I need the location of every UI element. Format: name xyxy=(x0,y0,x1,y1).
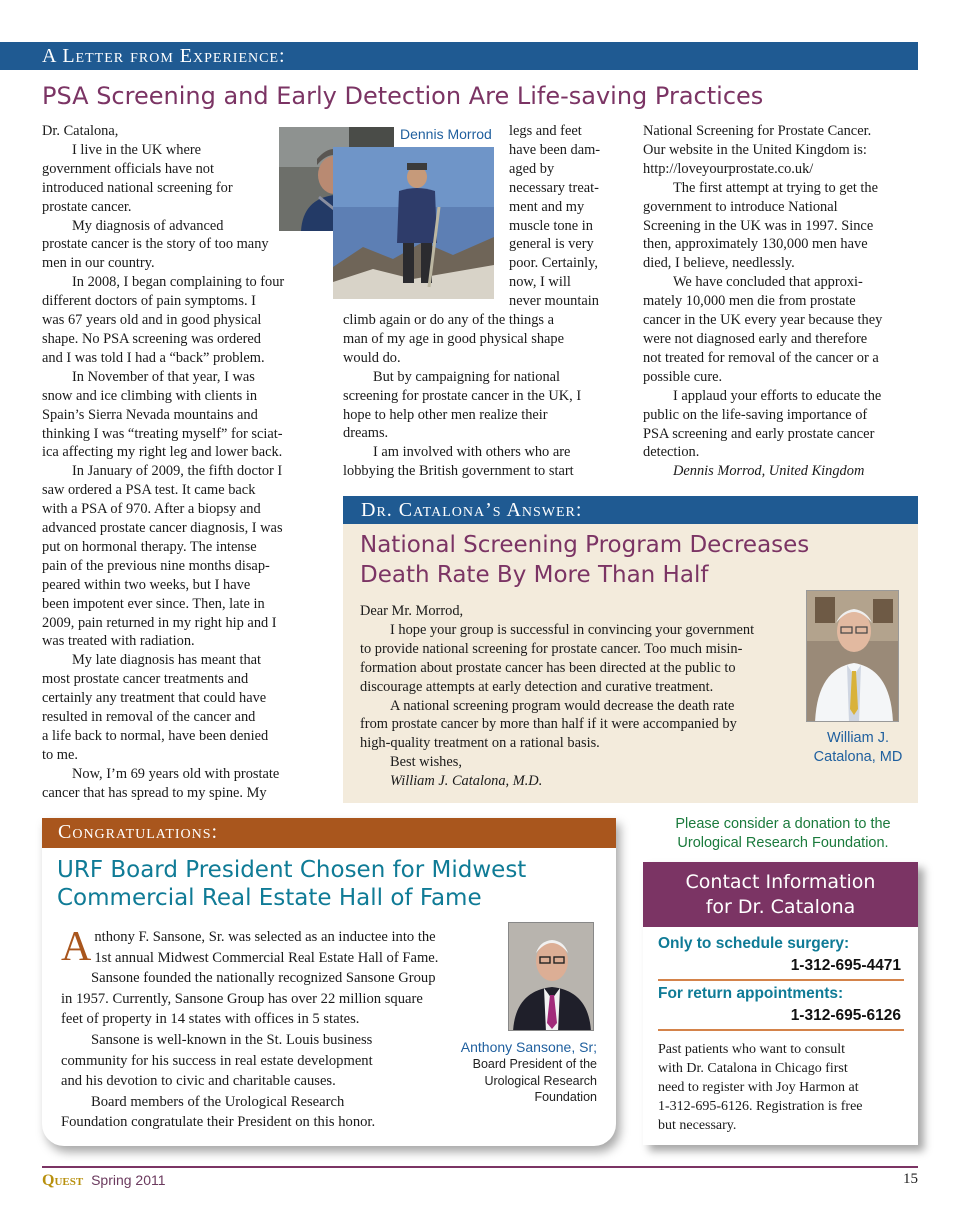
letter-line: died, I believe, needlessly. xyxy=(643,255,795,272)
letter-line: was 67 years old and in good physical xyxy=(42,312,262,329)
letter-line: snow and ice climbing with clients in xyxy=(42,387,258,404)
divider xyxy=(658,979,904,981)
footer-issue-label: Spring 2011 xyxy=(91,1172,166,1188)
letter-line: necessary treat- xyxy=(509,179,599,196)
letter-headline: PSA Screening and Early Detection Are Life-saving Practices xyxy=(42,82,764,110)
letter-line: pain of the previous nine months disap- xyxy=(42,557,270,574)
sansone-caption-role: Board President of the xyxy=(472,1057,597,1071)
letter-line: cancer that has spread to my spine. My xyxy=(42,784,267,801)
letter-line: screening for prostate cancer in the UK, I xyxy=(343,387,582,404)
footer-rule xyxy=(42,1166,918,1168)
contact-title-line: Contact Information xyxy=(685,871,876,893)
answer-line: discourage attempts at early detection and curative treatment. xyxy=(360,678,714,695)
contact-note xyxy=(658,1040,908,1135)
donation-line: Urological Research Foundation. xyxy=(677,835,889,851)
catalona-caption xyxy=(806,729,910,767)
congratulations-line: nthony F. Sansone, Sr. was selected as an inductee into the xyxy=(94,929,436,945)
letter-line: National Screening for Prostate Cancer. xyxy=(643,123,872,139)
letter-line: and I was told I had a “back” problem. xyxy=(42,349,265,366)
letter-line: government to introduce National xyxy=(643,198,838,215)
catalona-photo xyxy=(806,590,899,722)
congratulations-headline-line: Commercial Real Estate Hall of Fame xyxy=(57,885,482,911)
letter-line: public on the life-saving importance of xyxy=(643,406,868,423)
letter-line: resulted in removal of the cancer and xyxy=(42,709,256,726)
letter-line: In 2008, I began complaining to four xyxy=(72,274,285,291)
congratulations-line: and his devotion to civic and charitable causes. xyxy=(61,1073,336,1090)
answer-line: A national screening program would decrease the death rate xyxy=(390,697,735,714)
letter-line: I live in the UK where xyxy=(72,141,202,158)
sansone-caption-role: Foundation xyxy=(534,1090,597,1104)
answer-line: from prostate cancer by more than half if it were accompanied by xyxy=(360,716,737,733)
answer-body xyxy=(360,602,800,791)
congratulations-headline-line: URF Board President Chosen for Midwest xyxy=(57,857,527,883)
letter-line: now, I will xyxy=(509,274,571,291)
letter-line: then, approximately 130,000 men have xyxy=(643,236,868,253)
letter-line: But by campaigning for national xyxy=(373,368,561,385)
letter-line: possible cure. xyxy=(643,368,723,385)
answer-headline-line: National Screening Program Decreases xyxy=(360,532,810,558)
congratulations-line: 1st annual Midwest Commercial Real Estate Hall of Fame. xyxy=(94,949,439,966)
letter-line: a life back to normal, have been denied xyxy=(42,728,269,744)
contact-title xyxy=(643,862,918,927)
letter-line: have been dam- xyxy=(509,141,601,158)
letter-line: We have concluded that approxi- xyxy=(673,274,863,291)
letter-line: mately 10,000 men die from prostate xyxy=(643,293,856,310)
contact-note-line: but necessary. xyxy=(658,1118,737,1133)
answer-line: formation about prostate cancer has been directed at the public to xyxy=(360,659,736,676)
letter-line: Now, I’m 69 years old with prostate xyxy=(72,765,280,782)
letter-line: put on hormonal therapy. The intense xyxy=(42,538,257,555)
sansone-caption-role: Urological Research xyxy=(484,1073,597,1088)
letter-line: aged by xyxy=(509,160,555,177)
letter-line: PSA screening and early prostate cancer xyxy=(643,425,875,442)
letter-line: been impotent ever since. Then, late in xyxy=(42,595,265,612)
congratulations-section-bar xyxy=(42,818,616,848)
letter-line: My diagnosis of advanced xyxy=(72,217,224,234)
letter-line: not treated for removal of the cancer or a xyxy=(643,349,879,366)
letter-line: prostate cancer is the story of too many xyxy=(42,236,269,253)
footer-issue xyxy=(42,1172,166,1190)
answer-section-bar xyxy=(343,496,918,524)
return-label: For return appointments: xyxy=(658,985,844,1002)
letter-section-bar xyxy=(0,42,918,70)
letter-line: were not diagnosed early and therefore xyxy=(643,330,868,347)
letter-column-1 xyxy=(42,122,317,803)
letter-line: with a PSA of 970. After a biopsy and xyxy=(42,501,261,518)
letter-line: In January of 2009, the fifth doctor I xyxy=(72,463,283,480)
divider xyxy=(658,1029,904,1031)
letter-line: I am involved with others who are xyxy=(373,444,571,461)
answer-headline-line: Death Rate By More Than Half xyxy=(360,562,709,588)
letter-signature: Dennis Morrod, United Kingdom xyxy=(673,463,865,480)
letter-line: ment and my xyxy=(509,198,585,215)
letter-line: prostate cancer. xyxy=(42,198,132,215)
letter-line: advanced prostate cancer diagnosis, I was xyxy=(42,520,283,537)
website-link[interactable]: http://loveyourprostate.co.uk/ xyxy=(643,160,814,177)
letter-line: In November of that year, I was xyxy=(72,368,255,385)
return-phone[interactable]: 1-312-695-6126 xyxy=(790,1007,901,1024)
sansone-caption-name: Anthony Sansone, Sr; xyxy=(460,1039,597,1055)
donation-line: Please consider a donation to the xyxy=(675,816,891,832)
answer-line: high-quality treatment on a rational basis. xyxy=(360,735,600,752)
contact-note-line: 1-312-695-6126. Registration is free xyxy=(658,1099,863,1114)
letter-line: Our website in the United Kingdom is: xyxy=(643,141,867,158)
letter-line: introduced national screening for xyxy=(42,179,233,196)
letter-line: men in our country. xyxy=(42,255,155,272)
answer-section-label: Dr. Catalona’s Answer: xyxy=(361,499,583,521)
letter-line: ica affecting my right leg and lower back. xyxy=(42,444,283,461)
congratulations-section-label: Congratulations: xyxy=(58,821,219,843)
page-number: 15 xyxy=(903,1171,918,1187)
letter-line: general is very xyxy=(509,236,594,253)
letter-line: different doctors of pain symptoms. I xyxy=(42,293,256,310)
contact-note-line: need to register with Joy Harmon at xyxy=(658,1080,859,1095)
letter-line: man of my age in good physical shape xyxy=(343,330,565,347)
congratulations-line: feet of property in 14 states with offices in 5 states. xyxy=(61,1011,360,1028)
congratulations-body xyxy=(61,924,491,1133)
letter-line: would do. xyxy=(343,349,401,366)
catalona-caption-line: Catalona, MD xyxy=(813,749,903,765)
answer-line: Best wishes, xyxy=(390,754,462,771)
letter-line: dreams. xyxy=(343,425,389,442)
letter-line: legs and feet xyxy=(509,123,582,139)
catalona-caption-line: William J. xyxy=(826,730,890,746)
letter-line: My late diagnosis has meant that xyxy=(72,652,262,669)
contact-title-line: for Dr. Catalona xyxy=(705,896,856,918)
contact-note-line: with Dr. Catalona in Chicago first xyxy=(658,1061,848,1076)
letter-line: never mountain xyxy=(509,293,599,310)
letter-line: poor. Certainly, xyxy=(509,255,598,272)
sansone-photo xyxy=(508,922,594,1031)
letter-line: hope to help other men realize their xyxy=(343,406,548,423)
letter-line: Screening in the UK was in 1997. Since xyxy=(643,217,874,234)
contact-note-line: Past patients who want to consult xyxy=(658,1042,846,1057)
letter-line: thinking I was “treating myself” for sciat- xyxy=(42,425,283,442)
letter-line: was treated with radiation. xyxy=(42,633,195,650)
letter-line: Dr. Catalona, xyxy=(42,123,119,139)
congratulations-line: Board members of the Urological Research xyxy=(91,1093,345,1110)
donation-note xyxy=(645,815,921,853)
letter-line: I applaud your efforts to educate the xyxy=(673,387,882,404)
letter-line: peared within two weeks, but I have xyxy=(42,576,251,593)
letter-line: certainly any treatment that could have xyxy=(42,690,267,707)
answer-signature: William J. Catalona, M.D. xyxy=(390,773,543,790)
letter-line: to me. xyxy=(42,746,78,763)
letter-column-3 xyxy=(643,122,923,481)
footer-brand: Quest xyxy=(42,1172,84,1189)
letter-line: saw ordered a PSA test. It came back xyxy=(42,482,256,499)
surgery-label: Only to schedule surgery: xyxy=(658,935,850,952)
surgery-phone[interactable]: 1-312-695-4471 xyxy=(790,957,901,974)
dennis-morrod-climbing-photo xyxy=(333,147,494,299)
letter-line: lobbying the British government to start xyxy=(343,463,574,480)
sansone-caption xyxy=(440,1038,597,1106)
letter-line: 2009, pain returned in my right hip and I xyxy=(42,614,277,631)
congratulations-line: Sansone is well-known in the St. Louis business xyxy=(91,1031,373,1048)
letter-line: Spain’s Sierra Nevada mountains and xyxy=(42,406,258,423)
letter-line: shape. No PSA screening was ordered xyxy=(42,330,262,347)
letter-line: cancer in the UK every year because they xyxy=(643,312,883,329)
letter-line: The first attempt at trying to get the xyxy=(673,179,879,196)
letter-line: climb again or do any of the things a xyxy=(343,312,555,328)
letter-line: detection. xyxy=(643,444,700,461)
answer-headline xyxy=(360,530,820,590)
answer-line: Dear Mr. Morrod, xyxy=(360,603,464,619)
letter-column-2-top xyxy=(509,122,619,311)
dennis-morrod-caption: Dennis Morrod xyxy=(400,126,492,142)
letter-line: most prostate cancer treatments and xyxy=(42,671,249,688)
letter-section-label: A Letter from Experience: xyxy=(42,45,286,67)
congratulations-headline xyxy=(57,856,577,912)
congratulations-line: in 1957. Currently, Sansone Group has over 22 million square xyxy=(61,990,423,1007)
letter-column-2-bottom xyxy=(343,311,623,481)
drop-cap: A xyxy=(61,924,92,970)
congratulations-line: Sansone founded the nationally recognized Sansone Group xyxy=(91,970,436,987)
letter-line: government officials have not xyxy=(42,160,214,177)
letter-line: muscle tone in xyxy=(509,217,593,234)
congratulations-line: Foundation congratulate their President on this honor. xyxy=(61,1114,376,1131)
answer-line: to provide national screening for prostate cancer. Too much misin- xyxy=(360,640,743,657)
answer-line: I hope your group is successful in convincing your government xyxy=(390,621,755,638)
congratulations-line: community for his success in real estate development xyxy=(61,1052,373,1069)
